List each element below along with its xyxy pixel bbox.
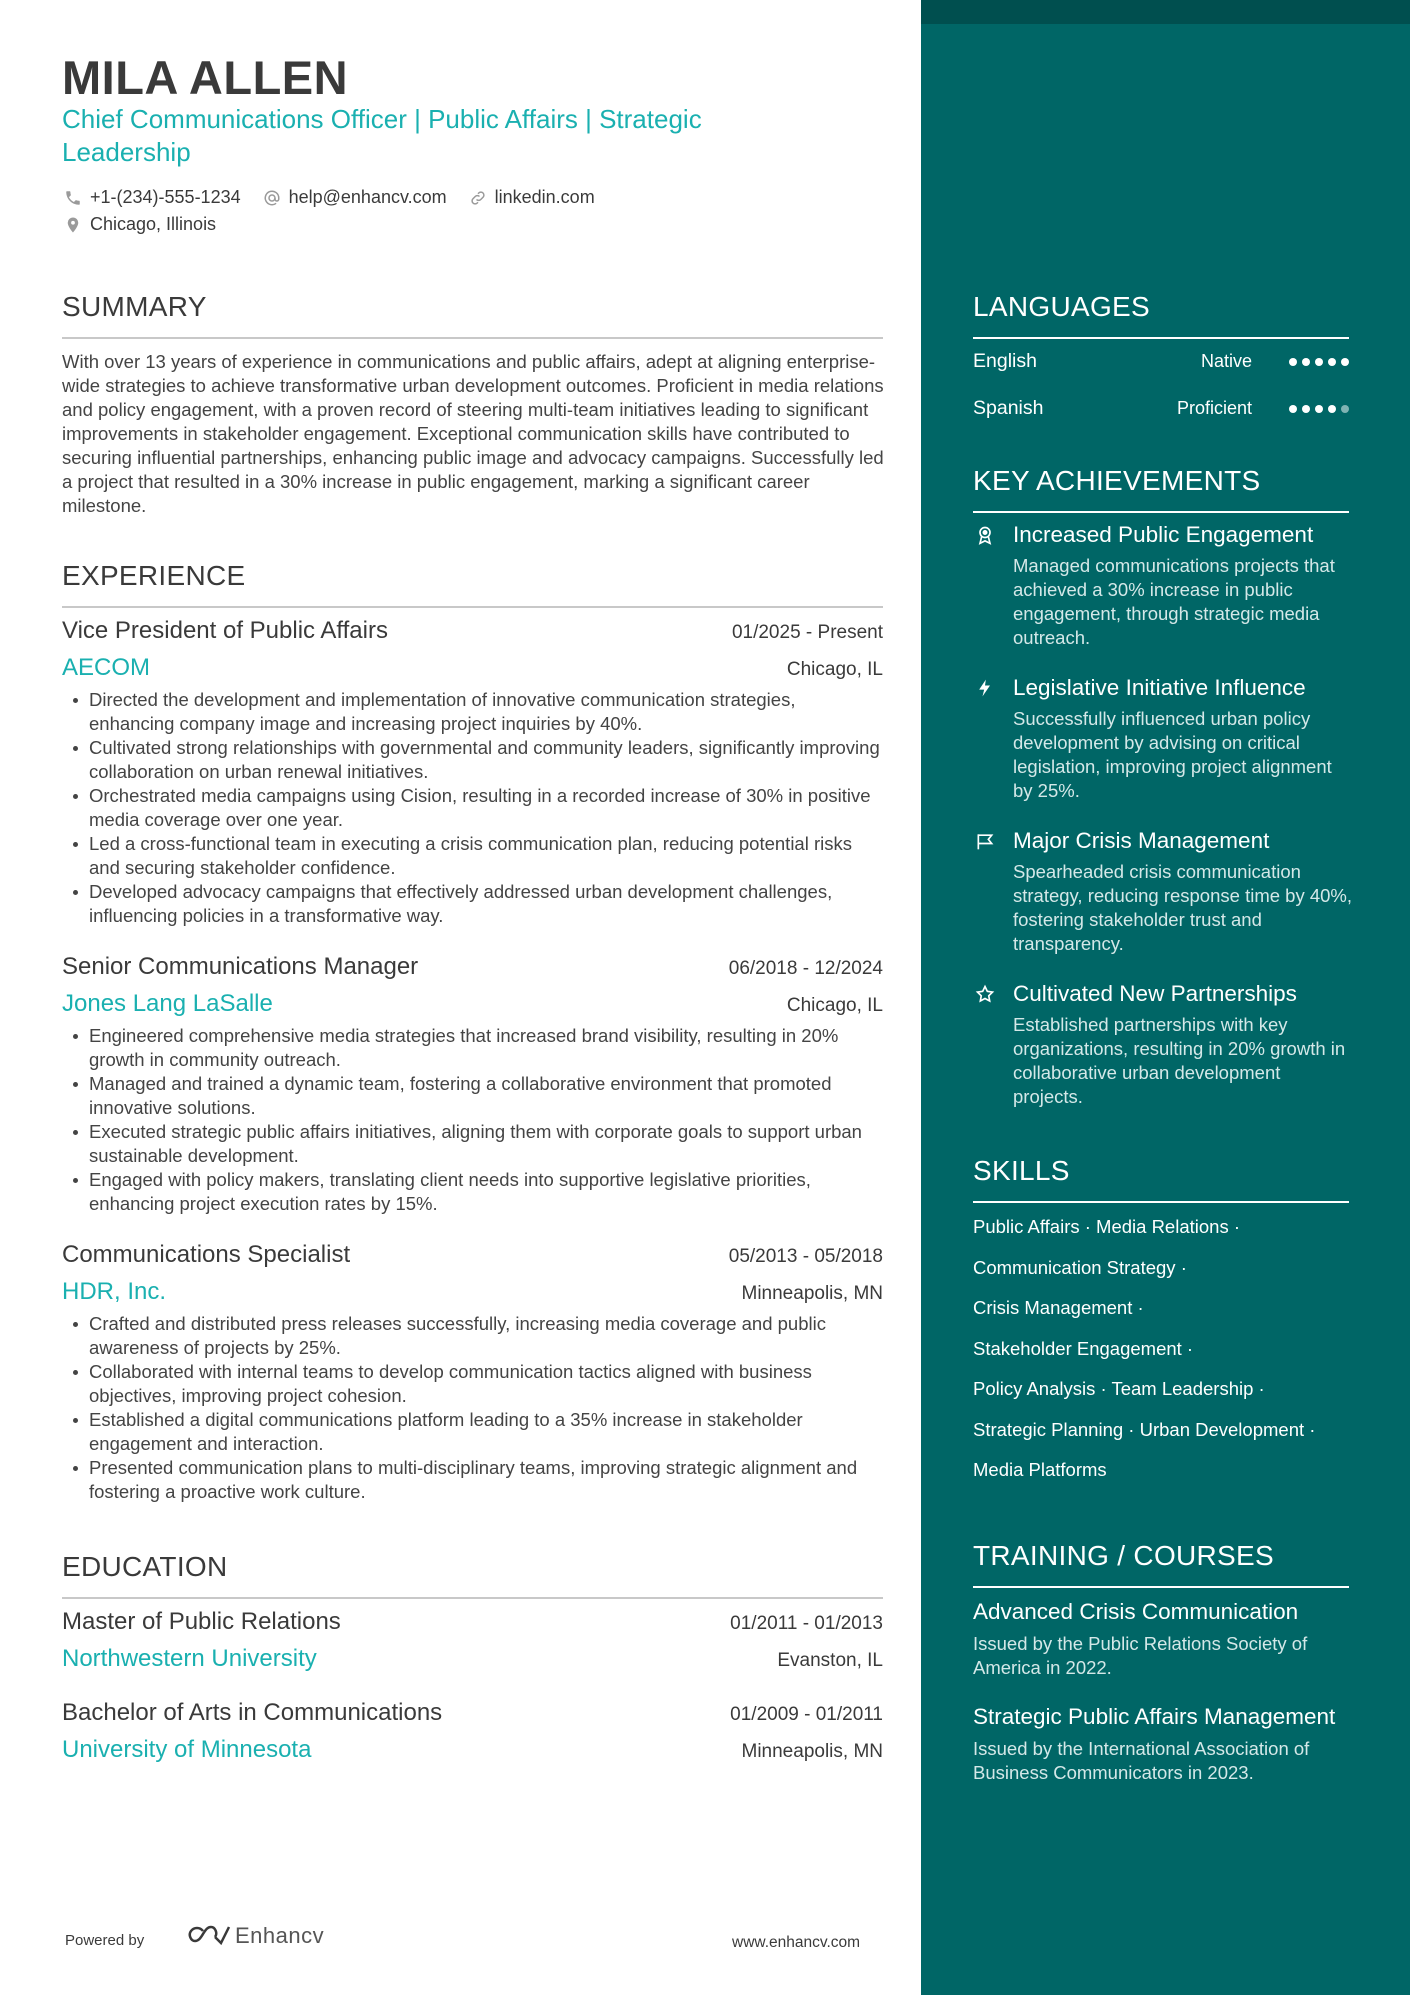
education-entry xyxy=(62,1699,883,1764)
course-title: Advanced Crisis Communication xyxy=(973,1599,1299,1624)
skill-line: Public Affairs · Media Relations · xyxy=(973,1216,1240,1237)
sidebar-top-bar xyxy=(921,0,1410,24)
location-text: Chicago, Illinois xyxy=(90,214,217,234)
language-row-spanish xyxy=(973,397,1349,420)
job-bullets xyxy=(62,688,883,928)
enhancv-brand: Enhancv xyxy=(235,1923,325,1948)
linkedin-contact[interactable] xyxy=(467,187,595,209)
bullet-item: Established a digital communications platform leading to a 35% increase in stakeholder engagement and interaction. xyxy=(62,1408,883,1456)
bullet-item: Cultivated strong relationships with governmental and community leaders, significantly improving collaboration on urban renewal initiatives. xyxy=(62,736,883,784)
bullet-item: Crafted and distributed press releases successfully, increasing media coverage and public awareness of projects by 25%. xyxy=(62,1312,883,1360)
degree-title: Bachelor of Arts in Communications xyxy=(62,1699,443,1726)
star-icon xyxy=(973,982,997,1006)
achievement-desc: Successfully influenced urban policy development by advising on critical legislation, improving project alignment by 25%. xyxy=(1013,708,1332,801)
education-dates: 01/2011 - 01/2013 xyxy=(730,1613,883,1634)
enhancv-logo-icon xyxy=(183,1922,231,1950)
course-desc: Issued by the Public Relations Society of America in 2022. xyxy=(973,1633,1308,1678)
job-dates: 06/2018 - 12/2024 xyxy=(728,958,883,979)
job-title: Senior Communications Manager xyxy=(62,953,419,980)
award-icon xyxy=(973,523,997,547)
email-address[interactable]: help@enhancv.com xyxy=(288,187,447,207)
language-row-english xyxy=(973,350,1349,373)
job-location: Chicago, IL xyxy=(786,995,883,1016)
linkedin-url[interactable]: linkedin.com xyxy=(494,187,595,207)
phone-number: +1-(234)-555-1234 xyxy=(90,187,241,207)
experience-entry xyxy=(62,953,883,1216)
rating-dot-filled xyxy=(1289,405,1297,413)
achievements-heading: KEY ACHIEVEMENTS xyxy=(973,465,1349,513)
job-location: Minneapolis, MN xyxy=(741,1283,883,1304)
language-name: English xyxy=(973,350,1037,372)
company-name: HDR, Inc. xyxy=(62,1278,167,1305)
company-name: AECOM xyxy=(62,654,151,681)
language-rating xyxy=(1284,358,1349,366)
bullet-item: Engineered comprehensive media strategies that increased brand visibility, resulting in 20% growth in community outreach. xyxy=(62,1024,883,1072)
course-item xyxy=(973,1598,1353,1680)
lightning-icon xyxy=(973,676,997,700)
language-level: Native xyxy=(1200,351,1252,371)
job-location: Chicago, IL xyxy=(786,659,883,680)
skill-line: Stakeholder Engagement · xyxy=(973,1337,1194,1359)
summary-text: With over 13 years of experience in communications and public affairs, adept at aligning enterprise-wide strategies to achieve transformative urban development outcomes. Proficient in media relations and policy engagement, with a proven record of steering multi-team initiatives leading to significant improvements in stakeholder engagement. Exceptional communication skills have contributed to securing influential partnerships, enhancing public image and advocacy campaigns. Successfully led a project that resulted in a 30% increase in public engagement, marking a significant career milestone. xyxy=(62,351,884,516)
achievement-item xyxy=(973,981,1353,1109)
achievement-title: Cultivated New Partnerships xyxy=(1013,981,1297,1006)
training-heading: TRAINING / COURSES xyxy=(973,1540,1349,1588)
achievement-desc: Established partnerships with key organizations, resulting in 20% growth in collaborative urban development projects. xyxy=(1013,1014,1346,1107)
rating-dot-empty xyxy=(1341,405,1349,413)
link-icon xyxy=(467,187,489,209)
language-rating xyxy=(1284,405,1349,413)
bullet-item: Executed strategic public affairs initiatives, aligning them with corporate goals to support urban sustainable development. xyxy=(62,1120,883,1168)
skills-heading: SKILLS xyxy=(973,1155,1349,1203)
job-dates: 01/2025 - Present xyxy=(731,622,883,643)
course-title: Strategic Public Affairs Management xyxy=(973,1704,1336,1729)
flag-icon xyxy=(973,829,997,853)
achievement-desc: Managed communications projects that achieved a 30% increase in public engagement, through strategic media outreach. xyxy=(1013,555,1335,648)
school-location: Evanston, IL xyxy=(777,1650,883,1671)
achievement-title: Increased Public Engagement xyxy=(1013,522,1314,547)
enhancv-logo[interactable] xyxy=(183,1922,324,1950)
location-pin-icon xyxy=(62,214,84,236)
job-dates: 05/2013 - 05/2018 xyxy=(728,1246,883,1267)
phone-contact xyxy=(62,187,241,209)
headline: Chief Communications Officer | Public Affairs | Strategic Leadership xyxy=(62,104,702,167)
skill-line: Crisis Management · xyxy=(973,1297,1144,1318)
sidebar xyxy=(921,0,1410,1995)
bullet-item: Orchestrated media campaigns using Cision, resulting in a recorded increase of 30% in positive media coverage over one year. xyxy=(62,784,883,832)
bullet-item: Engaged with policy makers, translating client needs into supportive legislative priorities, enhancing project execution rates by 15%. xyxy=(62,1168,883,1216)
language-level: Proficient xyxy=(1176,398,1252,418)
rating-dot-filled xyxy=(1289,358,1297,366)
at-icon xyxy=(261,187,283,209)
phone-icon xyxy=(62,187,84,209)
achievement-item xyxy=(973,522,1353,650)
rating-dot-filled xyxy=(1302,358,1310,366)
achievement-item xyxy=(973,675,1353,803)
rating-dot-filled xyxy=(1315,405,1323,413)
rating-dot-filled xyxy=(1341,358,1349,366)
rating-dot-filled xyxy=(1328,358,1336,366)
experience-entry xyxy=(62,1241,883,1504)
bullet-item: Presented communication plans to multi-disciplinary teams, improving strategic alignment and fostering a proactive work culture. xyxy=(62,1456,883,1504)
achievement-title: Legislative Initiative Influence xyxy=(1013,675,1306,700)
contact-info xyxy=(62,184,882,238)
bullet-item: Managed and trained a dynamic team, fostering a collaborative environment that promoted innovative solutions. xyxy=(62,1072,883,1120)
rating-dot-filled xyxy=(1328,405,1336,413)
school-location: Minneapolis, MN xyxy=(741,1741,883,1762)
skill-line: Policy Analysis · Team Leadership · xyxy=(973,1378,1265,1399)
skills-list xyxy=(973,1212,1363,1496)
degree-title: Master of Public Relations xyxy=(62,1608,341,1635)
candidate-name: MILA ALLEN xyxy=(62,51,349,104)
education-dates: 01/2009 - 01/2011 xyxy=(730,1704,883,1725)
summary-heading: SUMMARY xyxy=(62,291,883,339)
job-title: Vice President of Public Affairs xyxy=(62,617,388,644)
school-name: University of Minnesota xyxy=(62,1736,312,1763)
skill-line: Communication Strategy · xyxy=(973,1256,1187,1278)
education-heading: EDUCATION xyxy=(62,1551,883,1599)
skill-line: Strategic Planning · Urban Development · xyxy=(973,1418,1316,1440)
job-bullets xyxy=(62,1312,883,1504)
achievement-item xyxy=(973,828,1353,956)
footer-url[interactable]: www.enhancv.com xyxy=(732,1934,861,1951)
location-contact xyxy=(62,214,216,236)
experience-entry xyxy=(62,617,883,928)
skill-line: Media Platforms xyxy=(973,1459,1107,1480)
course-item xyxy=(973,1703,1353,1785)
languages-heading: LANGUAGES xyxy=(973,291,1349,339)
course-desc: Issued by the International Association of Business Communicators in 2023. xyxy=(973,1738,1310,1783)
achievement-title: Major Crisis Management xyxy=(1013,828,1270,853)
bullet-item: Directed the development and implementation of innovative communication strategies, enhancing company image and increasing project inquiries by 40%. xyxy=(62,688,883,736)
rating-dot-filled xyxy=(1302,405,1310,413)
school-name: Northwestern University xyxy=(62,1645,317,1672)
language-name: Spanish xyxy=(973,397,1044,419)
powered-by-label: Powered by xyxy=(65,1932,145,1949)
email-contact[interactable] xyxy=(261,187,447,209)
bullet-item: Led a cross-functional team in executing a crisis communication plan, reducing potential risks and securing stakeholder confidence. xyxy=(62,832,883,880)
achievement-desc: Spearheaded crisis communication strategy, reducing response time by 40%, fostering stakeholder trust and transparency. xyxy=(1013,861,1352,954)
job-title: Communications Specialist xyxy=(62,1241,351,1268)
bullet-item: Collaborated with internal teams to develop communication tactics aligned with business objectives, improving project cohesion. xyxy=(62,1360,883,1408)
rating-dot-filled xyxy=(1315,358,1323,366)
company-name: Jones Lang LaSalle xyxy=(62,990,273,1017)
bullet-item: Developed advocacy campaigns that effectively addressed urban development challenges, influencing policies in a transformative way. xyxy=(62,880,883,928)
education-entry xyxy=(62,1608,883,1673)
job-bullets xyxy=(62,1024,883,1216)
experience-heading: EXPERIENCE xyxy=(62,560,883,608)
